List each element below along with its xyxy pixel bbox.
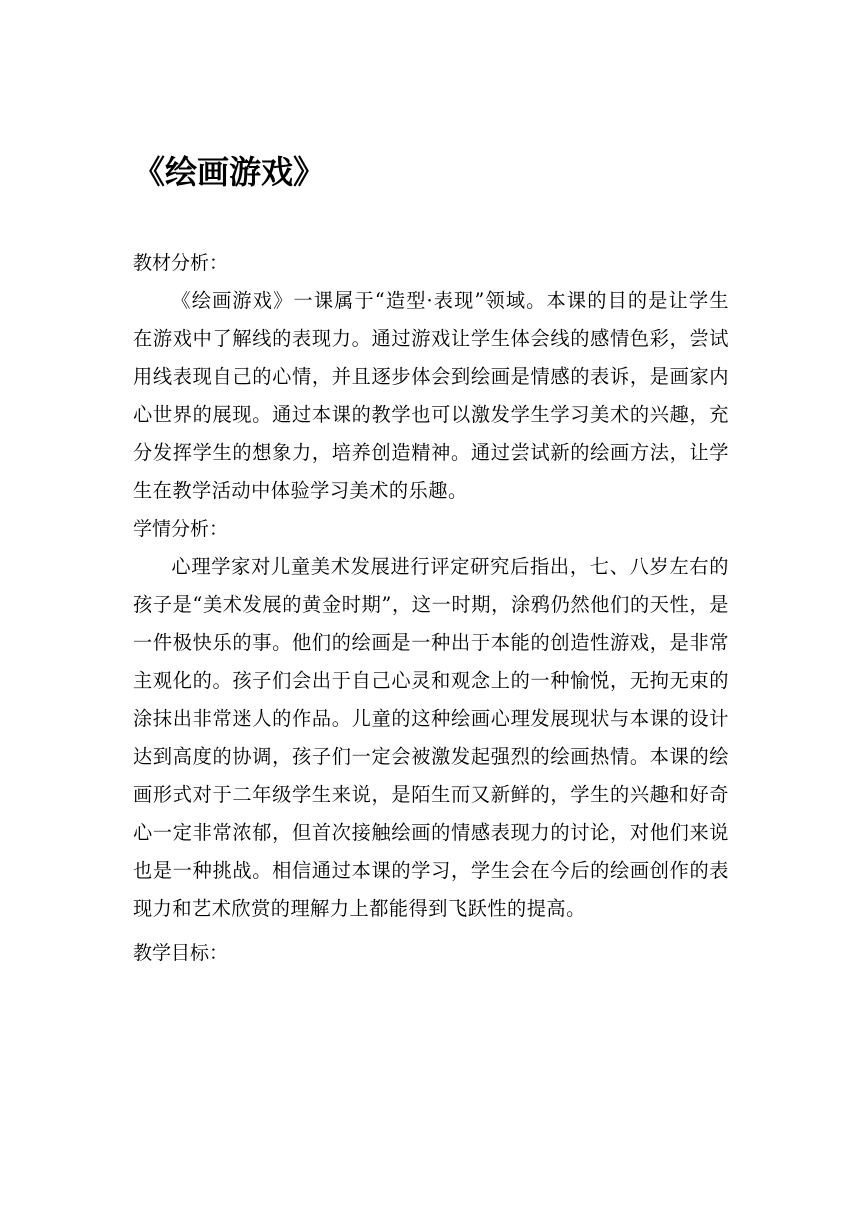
section-heading-textbook-analysis: 教材分析： — [133, 252, 229, 274]
document-body — [133, 244, 729, 972]
section-paragraph-textbook-analysis: 《绘画游戏》一课属于“造型·表现”领域。本课的目的是让学生在游戏中了解线的表现力。通过游戏让学生体会线的感情色彩，尝试用线表现自己的心情，并且逐步体会到绘画是情感的表诉，是画家内心世界的展现。通过本课的教学也可以激发学生学习美术的兴趣，充分发挥学生的想象力，培养创造精神。通过尝试新的绘画方法，让学生在教学活动中体验学习美术的乐趣。 — [133, 289, 729, 502]
section-paragraph-student-analysis: 心理学家对儿童美术发展进行评定研究后指出，七、八岁左右的孩子是“美术发展的黄金时期”，这一时期，涂鸦仍然他们的天性，是一件极快乐的事。他们的绘画是一种出于本能的创造性游戏，是非常主观化的。孩子们会出于自己心灵和观念上的一种愉悦，无拘无束的涂抹出非常迷人的作品。儿童的这种绘画心理发展现状与本课的设计达到高度的协调，孩子们一定会被激发起强烈的绘画热情。本课的绘画形式对于二年级学生来说，是陌生而又新鲜的，学生的兴趣和好奇心一定非常浓郁，但首次接触绘画的情感表现力的讨论，对他们来说也是一种挑战。相信通过本课的学习，学生会在今后的绘画创作的表现力和艺术欣赏的理解力上都能得到飞跃性的提高。 — [133, 555, 729, 920]
document-title: 《绘画游戏》 — [133, 153, 326, 191]
section-heading-student-analysis: 学情分析： — [133, 518, 229, 540]
section-heading-teaching-goals: 教学目标： — [133, 942, 229, 964]
